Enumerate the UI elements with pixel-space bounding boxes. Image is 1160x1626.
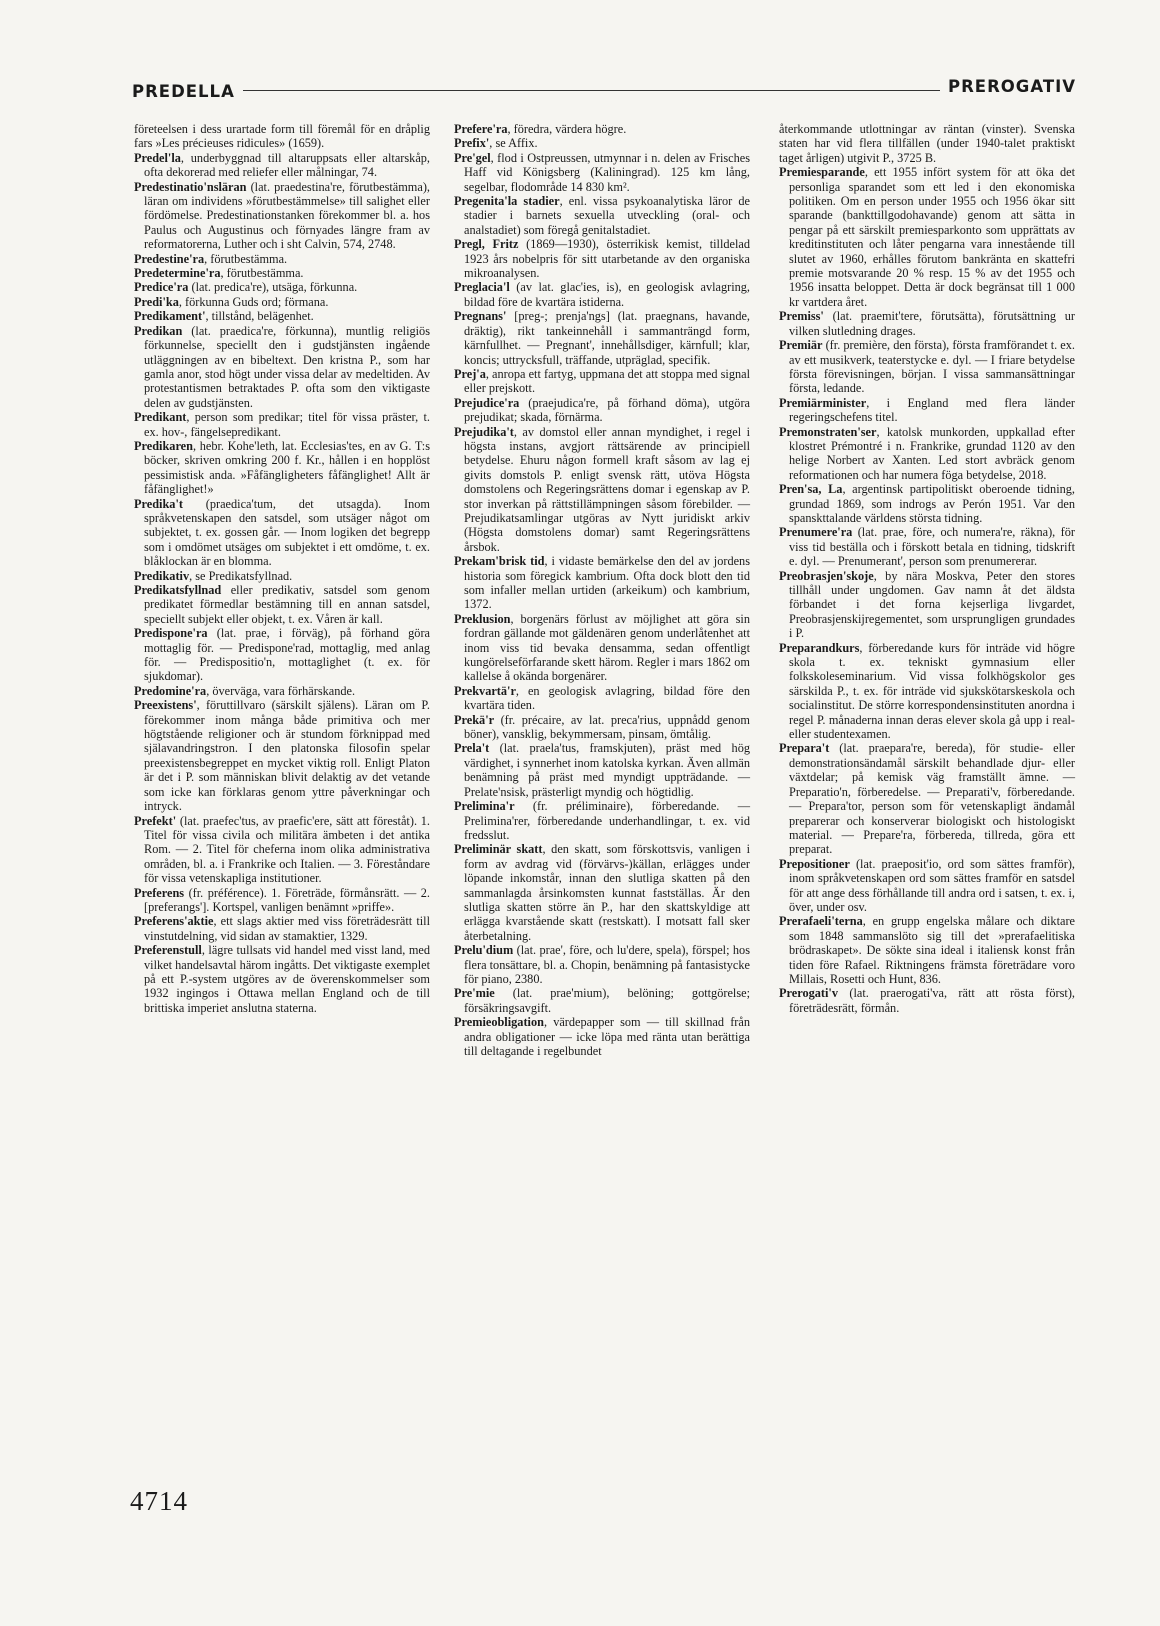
entry-definition: (fr. préliminaire), förberedande. — Prelimina'rer, förberedande underhandlingar, t. ex. vid fredsslut. [464, 799, 750, 842]
entry-headword: Pregnans' [454, 309, 507, 324]
dictionary-entry [134, 583, 430, 626]
entry-headword: Predikan [134, 323, 183, 338]
dictionary-entry [454, 799, 750, 842]
entry-definition: (lat. praepara're, bereda), för studie- eller demonstrationsändamål särskilt behandlade djur- eller växtdelar; på kemisk väg framställt ämne. — Preparatio'n, förberedelse. — Preparati'v, förberedande. — Prepara'tor, person som för vetenskapligt ändamål preparerar och konserverar biologiskt och histologiskt material. — Prepare'ra, förbereda, tillreda, göra ett preparat. [789, 741, 1075, 857]
entry-headword: Prekvartä'r [454, 683, 516, 698]
dictionary-entry [134, 943, 430, 1015]
entry-definition: (lat. predica're), utsäga, förkunna. [188, 280, 358, 295]
entry-headword: Prejudika't [454, 424, 514, 439]
entry-definition: (lat. praemit'tere, förutsätta), förutsättning ur vilken slutledning drages. [789, 309, 1075, 338]
dictionary-entry [454, 943, 750, 986]
dictionary-entry [134, 122, 430, 151]
entry-definition: (praedica'tum, det utsagda). Inom språkvetenskapen den satsdel, som utsäger något om subjektet, t. ex. gossen går. — Inom logiken det begrepp som i omdömet utsäges om subjektet i ett omdöme, t. ex. blåklockan är en blomma. [144, 496, 430, 569]
dictionary-entry [454, 194, 750, 237]
dictionary-entry [779, 425, 1075, 483]
entry-definition: , i England med flera länder regeringschefens titel. [789, 395, 1075, 425]
dictionary-entry [134, 295, 430, 309]
entry-headword: Premiärminister [779, 395, 867, 410]
entry-definition: , i vidaste bemärkelse den del av jordens historia som föregick kambrium. Ofta dock blott den tid som infaller mellan urtiden (arkeikum) och kambrium, 1372. [464, 554, 750, 612]
entry-definition: (fr. préférence). 1. Företräde, förmånsrätt. — 2. [preferangs']. Kortspel, vanligen benämnt »priffe». [144, 885, 430, 914]
entry-definition: (lat. prae, före, och numera're, räkna), för viss tid beställa och i förskott betala en tidning, tidskrift e. dyl. — Prenumerant', person som prenumererar. [789, 525, 1075, 569]
dictionary-entry [134, 626, 430, 684]
entry-headword: Predomine'ra [134, 683, 207, 698]
dictionary-entry [134, 814, 430, 886]
entry-headword: Prerafaeli'terna [779, 914, 863, 929]
dictionary-entry [779, 122, 1075, 165]
entry-definition: , förutbestämma. [220, 266, 304, 281]
entry-definition: , förkunna Guds ord; förmana. [178, 294, 329, 309]
dictionary-entry [454, 425, 750, 555]
entry-definition: [preg-; prenja'ngs] (lat. praegnans, havande, dräktig), rikt tankeinnehåll i sammanträngd form, kärnfullhet. — Pregnant', innehållsdiger, kärnfull; klar, koncis; uttrycksfull, träffande, utpräglad, specifik. [464, 309, 750, 367]
entry-definition: , argentinsk partipolitiskt oberoende tidning, grundad 1869, som indrogs av Perón 1951. Var den spanskttalande världens största tidning. [789, 482, 1075, 525]
entry-definition: (lat. praefec'tus, av praefic'ere, sätt att föreståt). 1. Titel för vissa civila och militära ämbeten i det antika Rom. — 2. Titel för cheferna inom olika administrativa områden, bl. a. i Frankrike och Italien. — 3. Föreståndare för vissa vetenskapliga institutioner. [144, 813, 430, 886]
entry-headword: Preferenstull [134, 943, 202, 958]
dictionary-entry [454, 741, 750, 799]
entry-definition: företeelsen i dess urartade form till föremål för en dråplig fars »Les précieuses ridicules» (1659). [134, 122, 430, 151]
entry-definition: , enl. vissa psykoanalytiska läror de stadier i barnets sexuella utveckling (oral- och analstadiet) som föregå genitalstadiet. [464, 194, 750, 237]
entry-headword: Prelimina'r [454, 799, 515, 814]
dictionary-entry [134, 410, 430, 439]
entry-headword: Prefere'ra [454, 122, 508, 136]
entry-headword: Prepositioner [779, 856, 850, 871]
column-3 [779, 122, 1075, 1015]
entry-definition: , se Affix. [489, 136, 538, 151]
dictionary-entry [134, 252, 430, 266]
header-right-word: PREROGATIV [940, 77, 1076, 96]
entry-definition: , en geologisk avlagring, bildad före den kvartära tiden. [464, 683, 750, 713]
dictionary-entry [454, 684, 750, 713]
entry-headword: Premiesparande [779, 165, 865, 180]
entry-definition: , borgenärs förlust av möjlighet att göra sin fordran gällande mot gäldenären genom underlåtenhet att inom viss tid bevaka densamma, sedan offentligt kungörelseförfarande skett härom. Regler i mars 1862 om kallelse å okända borgenärer. [464, 611, 750, 684]
dictionary-entry [454, 396, 750, 425]
entry-definition: , lägre tullsats vid handel med visst land, med vilket handelsavtal härom ingåtts. Det viktigaste exemplet på ett P.-system utgöres av de överenskommelser som 1932 ingingos i Ottawa mellan England och de till brittiska imperiet anslutna staterna. [144, 943, 430, 1015]
dictionary-entry [454, 280, 750, 309]
entry-headword: Predel'la [134, 150, 181, 165]
entry-headword: Predice'ra [134, 280, 189, 295]
entry-headword: Predika't [134, 496, 183, 511]
entry-headword: Prenumere'ra [779, 525, 853, 540]
entry-headword: Prekä'r [454, 712, 495, 727]
entry-definition: , värdepapper som — till skillnad från andra obligationer — icke löpa med ränta utan berättiga till deltagande i regelbundet [464, 1015, 750, 1058]
entry-definition: , ett 1955 infört system för att öka det personliga sparandet som ett led i den ekonomiska politiken. Om en person under 1955 och 1956 ökar sitt sparande (bankttillgodohavande) genom att sätta in pengar på ett särskilt premiesparkonto som upprättats av kreditinstituten och låter pengarna vara innestående till slutet av 1960, erhålles förutom bankränta en skattefri premie motsvarande 20 % resp. 15 % av det 1955 och 1956 insatta beloppet. Detta är dock begränsat till 1 000 kr vartdera året. [789, 165, 1075, 309]
running-header [132, 78, 1076, 102]
entry-headword: Predikativ [134, 568, 190, 583]
entry-definition: (1869—1930), österrikisk kemist, tilldelad 1923 års nobelpris för sitt utarbetande av den organiska mikroanalysen. [464, 237, 750, 281]
entry-headword: Premonstraten'ser [779, 424, 877, 439]
entry-definition: , en grupp engelska målare och diktare som 1848 sammanslöto sig till det »prerafaelitiska brödraskapet». De sökte sina ideal i italiensk konst från tiden före Rafael. Riktningens främsta företrädare voro Millais, Rosetti och Hunt, 836. [789, 914, 1075, 986]
entry-headword: Preliminär skatt [454, 842, 543, 857]
entry-headword: Prefekt' [134, 813, 177, 828]
dictionary-entry [134, 914, 430, 943]
dictionary-entry [454, 309, 750, 367]
dictionary-entry [779, 857, 1075, 915]
entry-definition: , anropa ett fartyg, uppmana det att stoppa med signal eller prejskott. [464, 366, 750, 396]
entry-headword: Predikant [134, 410, 187, 425]
entry-definition: , tillstånd, belägenhet. [205, 309, 314, 324]
entry-definition: , ett slags aktier med viss företrädesrätt till vinstutdelning, vid sidan av stamaktier, 1329. [144, 914, 430, 943]
dictionary-entry [454, 136, 750, 150]
entry-headword: Predestine'ra [134, 251, 205, 266]
entry-definition: , hebr. Kohe'leth, lat. Ecclesias'tes, en av G. T:s böcker, skriven omkring 200 f. Kr., hållen i en hopplöst pessimistisk anda. »Fåfängligheters fåfänglighet! Allt är fåfänglighet!» [144, 438, 430, 497]
dictionary-entry [454, 237, 750, 280]
dictionary-entry [454, 986, 750, 1015]
entry-headword: Preferens [134, 885, 185, 900]
entry-definition: , flod i Ostpreussen, utmynnar i n. delen av Frisches Haff vid Königsberg (Kaliningrad). 125 km lång, segelbar, flodområde 14 830 km². [464, 150, 750, 194]
entry-headword: Predikament' [134, 309, 206, 324]
entry-definition: , by nära Moskva, Peter den stores tillhåll under ungdomen. Gav namn åt det äldsta förbandet i det forna kejserliga livgardet, Preobrasjenskijregementet, som ursprungligen grundades i P. [789, 568, 1075, 641]
dictionary-entry [454, 842, 750, 943]
dictionary-entry [454, 122, 750, 136]
entry-definition: , katolsk munkorden, uppkallad efter klostret Prémontré i n. Frankrike, grundad 1120 av den helige Norbert av Xanten. Led stort avbräck genom reformationen och har numera föga betydelse, 2018. [789, 424, 1075, 482]
entry-headword: Prej'a [454, 366, 486, 381]
entry-headword: Prefix' [454, 136, 490, 151]
entry-definition: , underbyggnad till altaruppsats eller altarskåp, ofta dekorerad med reliefer eller målningar, 74. [144, 150, 430, 180]
entry-headword: Preexistens' [134, 698, 197, 713]
entry-definition: (lat. praela'tus, framskjuten), präst med hög värdighet, i synnerhet inom katolska kyrkan. Även allmän benämning på präst med myndigt uppträdande. — Prelate'nsisk, prästerligt myndig och högtidlig. [464, 741, 750, 799]
entry-headword: Prelu'dium [454, 943, 514, 958]
column-1 [134, 122, 430, 1015]
entry-definition: (fr. première, den första), första framförandet t. ex. av ett musikverk, teaterstycke e. dyl. — I friare betydelse första förevisningen, början. I vissa sammansättningar första, ledande. [789, 338, 1075, 396]
dictionary-entry [779, 165, 1075, 309]
entry-headword: Premiär [779, 338, 823, 353]
entry-definition: , förutbestämma. [204, 251, 288, 266]
dictionary-entry [454, 713, 750, 742]
dictionary-entry [134, 698, 430, 813]
entry-definition: , person som predikar; titel för vissa präster, t. ex. hov-, fängelsepredikant. [144, 410, 430, 439]
entry-headword: Prejudice'ra [454, 395, 520, 410]
entry-headword: Pre'gel [454, 150, 491, 165]
entry-definition: (lat. praedica're, förkunna), muntlig religiös förkunnelse, speciellt den i gudstjänsten ingående utläggningen av en bibeltext. Den kristna P., som har gamla anor, stod högt under vissa delar av medeltiden. Av protestantismen betraktades P. ofta som den viktigaste delen av gudstjänsten. [144, 323, 430, 410]
dictionary-entry [454, 612, 750, 684]
dictionary-entry [779, 641, 1075, 742]
dictionary-entry [779, 569, 1075, 641]
dictionary-entry [779, 396, 1075, 425]
entry-definition: , se Predikatsfyllnad. [189, 568, 293, 583]
entry-definition: eller predikativ, satsdel som genom predikatet förmedlar bestämning till en annan satsdel, speciellt subjekt eller objekt, t. ex. Våren är kall. [144, 583, 430, 626]
dictionary-entry [134, 280, 430, 294]
dictionary-entry [134, 309, 430, 323]
entry-headword: Pregl, Fritz [454, 237, 519, 252]
dictionary-entry [134, 439, 430, 497]
entry-definition: (lat. praedestina're, förutbestämma), läran om individens »förutbestämmelse» till salighet eller fördömelse. Predestinationstanken förekommer bl. a. hos Paulus och Augustinus och förnyades längre fram av reformatorerna, Luther och i sht Calvin, 574, 2748. [144, 179, 430, 252]
dictionary-entry [134, 569, 430, 583]
entry-definition: (lat. praeposit'io, ord som sättes framför), inom språkvetenskapen ord som sättes framför en satsdel för att ange dess förhållande till andra ord i satsen, t. ex. i, över, under osv. [789, 856, 1075, 914]
dictionary-entry [134, 886, 430, 915]
entry-definition: (lat. praerogati'va, rätt att rösta först), företrädesrätt, förmån. [789, 986, 1075, 1015]
entry-definition: , föruttillvaro (särskilt själens). Läran om P. förekommer inom många både primitiva och mer högtstående religioner och är stundom förknippad med själavandringstron. I den platonska filosofin spelar preexistensbegreppet en mycket viktig roll. Enligt Platon är det i P. som människan blivit delaktig av det vetande som icke kan förklaras genom yttre påverkningar och intryck. [144, 698, 430, 814]
header-left-word: PREDELLA [132, 82, 243, 101]
dictionary-entry [779, 309, 1075, 338]
entry-definition: (lat. prae, i förväg), på förhand göra mottaglig för. — Predispone'rad, mottaglig, med anlag för. — Predispositio'n, mottaglighet (t. ex. för sjukdomar). [144, 626, 430, 684]
entry-headword: Preklusion [454, 611, 511, 626]
entry-headword: Pren'sa, La [779, 482, 843, 497]
dictionary-entry [779, 482, 1075, 525]
dictionary-entry [454, 367, 750, 396]
entry-headword: Prela't [454, 741, 490, 756]
entry-definition: (praejudica're, på förhand döma), utgöra prejudikat; skada, förnärma. [464, 395, 750, 425]
dictionary-entry [454, 1015, 750, 1058]
entry-headword: Prepara't [779, 741, 830, 756]
dictionary-entry [779, 986, 1075, 1015]
entry-headword: Preparandkurs [779, 640, 860, 655]
entry-headword: Pregenita'la stadier [454, 194, 560, 209]
dictionary-entry [779, 741, 1075, 856]
entry-definition: , förberedande kurs för inträde vid högre skola t. ex. tekniskt gymnasium eller folkskoleseminarium. Vid vissa folkhögskolor ges särskilda P., t. ex. för inträde vid sjukskötarskeskola och socialinstitut. De större korrespondensinstituten anordna i regel P. månaderna innan deras elever skola gå upp i real- eller studentexamen. [789, 640, 1075, 742]
entry-definition: (lat. prae', före, och lu'dere, spela), förspel; hos flera tonsättare, bl. a. Chopin, benämning på fantasistycke för piano, 2380. [464, 943, 750, 986]
entry-headword: Pre'mie [454, 986, 495, 1001]
entry-definition: återkommande utlottningar av räntan (vinster). Svenska staten har vid flera tillfällen (under 1940-talet praktiskt taget årligen) utgivit P., 3725 B. [779, 122, 1075, 165]
entry-headword: Preobrasjen'skoje [779, 568, 874, 583]
entry-headword: Predestinatio'nsläran [134, 179, 247, 194]
dictionary-entry [134, 324, 430, 410]
dictionary-entry [134, 266, 430, 280]
dictionary-entry [779, 914, 1075, 986]
entry-headword: Premieobligation [454, 1015, 544, 1030]
column-2 [454, 122, 750, 1058]
page-number: 4714 [130, 1486, 188, 1516]
entry-definition: (fr. précaire, av lat. preca'rius, uppnådd genom böner), vansklig, bekymmersam, pinsam, ömtålig. [464, 712, 750, 742]
entry-headword: Premiss' [779, 309, 824, 324]
entry-definition: (lat. prae'mium), belöning; gottgörelse; försäkringsavgift. [464, 986, 750, 1015]
entry-headword: Predikatsfyllnad [134, 583, 222, 597]
dictionary-entry [134, 497, 430, 569]
entry-headword: Predetermine'ra [134, 266, 221, 281]
entry-headword: Predi'ka [134, 294, 179, 309]
entry-definition: , av domstol eller annan myndighet, i regel i högsta instans, avgjort rättsärende av principiell betydelse. Ehuru någon formell kraft såsom av lag ej givits domstols P. enligt svensk rätt, utöva Högsta domstolens och Regeringsrättens domar i egenskap av P. stor inverkan på rättstillämpningen såsom förebilder. — Prejudikatsamlingar utgöras av Nytt juridiskt arkiv (Högsta domstolens domar) samt Regeringsrättens årsbok. [464, 424, 750, 554]
entry-definition: , föredra, värdera högre. [507, 122, 627, 136]
dictionary-entry [134, 180, 430, 252]
header-rule [132, 90, 1076, 91]
entry-definition: (av lat. glac'ies, is), en geologisk avlagring, bildad före de kvartära istiderna. [464, 280, 750, 309]
dictionary-entry [779, 525, 1075, 568]
entry-headword: Prerogati'v [779, 986, 838, 1001]
dictionary-entry [454, 554, 750, 612]
entry-headword: Prekam'brisk tid [454, 554, 545, 569]
entry-headword: Preferens'aktie [134, 914, 214, 929]
entry-definition: , den skatt, som förskottsvis, vanligen i form av avdrag vid (förvärvs-)källan, erlägges under löpande inkomstår, innan den slutliga skatten på den sammanlagda årsinkomsten kunnat fastställas. Är den slutliga skatten större än P., har den skattskyldige att erlägga kvarstående skatt (restskatt). I motsatt fall sker återbetalning. [464, 842, 750, 943]
dictionary-entry [779, 338, 1075, 396]
dictionary-entry [454, 151, 750, 194]
entry-headword: Predispone'ra [134, 626, 208, 641]
dictionary-entry [134, 684, 430, 698]
entry-headword: Preglacia'l [454, 280, 510, 295]
entry-definition: , överväga, vara förhärskande. [206, 683, 356, 698]
entry-headword: Predikaren [134, 438, 193, 453]
dictionary-entry [134, 151, 430, 180]
